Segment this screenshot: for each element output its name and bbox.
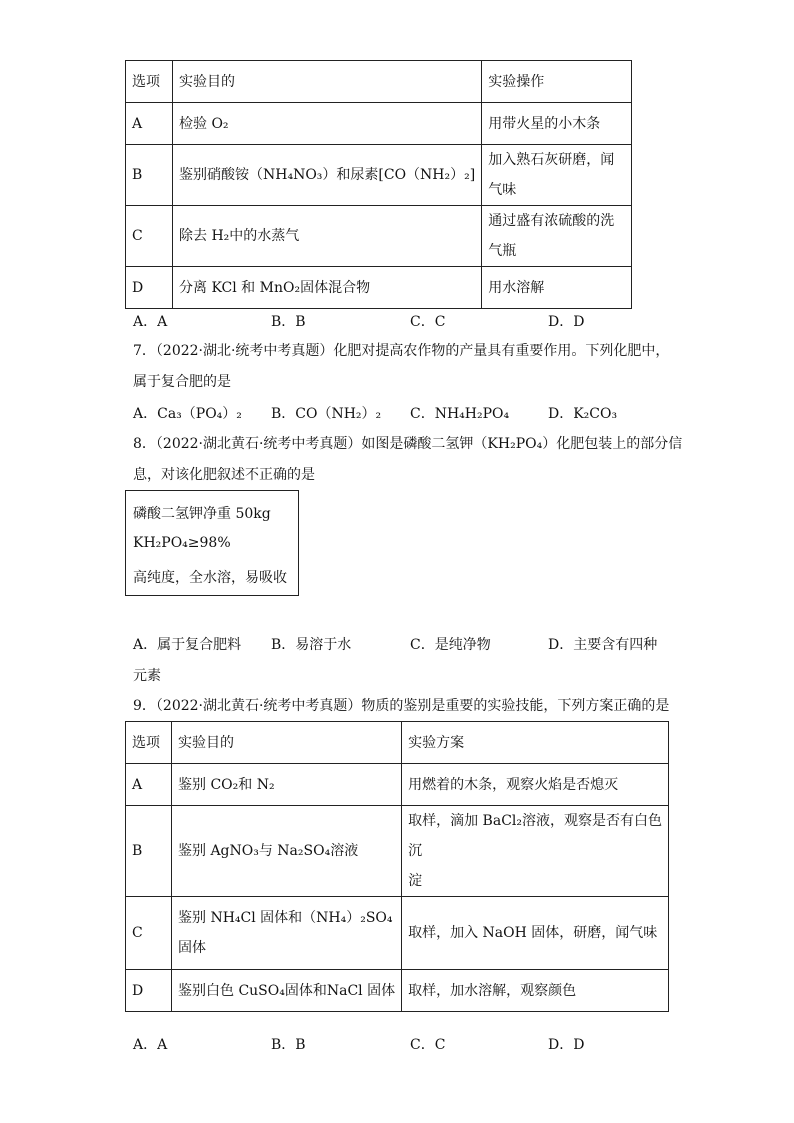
header-operation: 实验操作: [482, 61, 632, 103]
table-q9: [125, 721, 669, 1012]
q7-choice-c[interactable]: C．NH₄H₂PO₄: [410, 406, 510, 422]
q7-choice-a[interactable]: A．Ca₃（PO₄）₂: [133, 406, 242, 422]
question-7-stem-line1: 7．（2022·湖北·统考中考真题）化肥对提高农作物的产量具有重要作用。下列化肥中，: [133, 343, 670, 359]
table-q6: [125, 60, 632, 309]
choice-a[interactable]: A．A: [133, 314, 168, 330]
cell-purpose-line2: 固体: [178, 940, 206, 956]
table-row: [126, 267, 632, 309]
q9-choice-a[interactable]: A．A: [133, 1037, 168, 1053]
header-purpose: 实验目的: [173, 61, 482, 103]
q8-choice-d[interactable]: D．主要含有四种: [548, 637, 658, 653]
q9-choice-b[interactable]: B．B: [271, 1037, 306, 1053]
table-row: [126, 206, 632, 267]
cell-operation: 用水溶解: [482, 267, 632, 309]
table-header-row: [126, 61, 632, 103]
cell-option: B: [126, 145, 173, 206]
cell-option: C: [126, 897, 172, 970]
q8-choice-c[interactable]: C．是纯净物: [410, 637, 491, 653]
cell-purpose: 检验 O₂: [173, 103, 482, 145]
choice-d[interactable]: D．D: [548, 314, 585, 330]
fertilizer-label-box: [125, 490, 299, 596]
table-row: [126, 806, 669, 897]
cell-purpose: [172, 897, 402, 970]
table-row: [126, 970, 669, 1012]
q8-choice-b[interactable]: B．易溶于水: [271, 637, 352, 653]
cell-option: D: [126, 267, 173, 309]
q9-choice-c[interactable]: C．C: [410, 1037, 446, 1053]
cell-option: B: [126, 806, 172, 897]
table-row: [126, 145, 632, 206]
q7-choice-d[interactable]: D．K₂CO₃: [548, 406, 618, 422]
header-purpose: 实验目的: [172, 722, 402, 764]
table-row: [126, 103, 632, 145]
cell-purpose: 鉴别白色 CuSO₄固体和NaCl 固体: [172, 970, 402, 1012]
cell-purpose-line1: 鉴别 NH₄Cl 固体和（NH₄）₂SO₄: [178, 910, 393, 926]
cell-operation: 加入熟石灰研磨，闻气味: [482, 145, 632, 206]
cell-purpose: 鉴别 CO₂和 N₂: [172, 764, 402, 806]
header-plan: 实验方案: [402, 722, 669, 764]
cell-plan: [402, 806, 669, 897]
label-line-1: 磷酸二氢钾净重 50kg: [133, 506, 271, 522]
cell-plan: 取样，加入 NaOH 固体，研磨，闻气味: [402, 897, 669, 970]
cell-plan: 取样，加水溶解，观察颜色: [402, 970, 669, 1012]
q8-choice-a[interactable]: A．属于复合肥料: [133, 637, 242, 653]
question-8-stem-line2: 息，对该化肥叙述不正确的是: [133, 467, 315, 483]
q8-choice-d-wrap: 元素: [133, 668, 161, 684]
header-option: 选项: [126, 722, 172, 764]
q7-choice-b[interactable]: B．CO（NH₂）₂: [271, 406, 382, 422]
q9-choice-d[interactable]: D．D: [548, 1037, 585, 1053]
cell-option: D: [126, 970, 172, 1012]
choice-c[interactable]: C．C: [410, 314, 446, 330]
header-option: 选项: [126, 61, 173, 103]
cell-purpose: 分离 KCl 和 MnO₂固体混合物: [173, 267, 482, 309]
table-header-row: [126, 722, 669, 764]
question-8-stem-line1: 8．（2022·湖北黄石·统考中考真题）如图是磷酸二氢钾（KH₂PO₄）化肥包装上的部分信: [133, 436, 683, 452]
label-line-3: 高纯度，全水溶，易吸收: [133, 570, 287, 586]
cell-purpose: 鉴别 AgNO₃与 Na₂SO₄溶液: [172, 806, 402, 897]
cell-option: A: [126, 764, 172, 806]
choice-b[interactable]: B．B: [271, 314, 306, 330]
cell-operation: 通过盛有浓硫酸的洗气瓶: [482, 206, 632, 267]
table-row: [126, 897, 669, 970]
cell-plan-line2: 淀: [408, 873, 423, 889]
cell-option: C: [126, 206, 173, 267]
question-9-stem: 9．（2022·湖北黄石·统考中考真题）物质的鉴别是重要的实验技能，下列方案正确的是: [133, 698, 670, 714]
cell-plan: 用燃着的木条，观察火焰是否熄灭: [402, 764, 669, 806]
cell-plan-line1: 取样，滴加 BaCl₂溶液，观察是否有白色沉: [408, 813, 662, 859]
question-7-stem-line2: 属于复合肥的是: [133, 374, 231, 390]
cell-purpose: 除去 H₂中的水蒸气: [173, 206, 482, 267]
cell-option: A: [126, 103, 173, 145]
table-row: [126, 764, 669, 806]
label-line-2: KH₂PO₄≥98%: [133, 535, 231, 551]
cell-purpose: 鉴别硝酸铵（NH₄NO₃）和尿素[CO（NH₂）₂]: [173, 145, 482, 206]
cell-operation: 用带火星的小木条: [482, 103, 632, 145]
